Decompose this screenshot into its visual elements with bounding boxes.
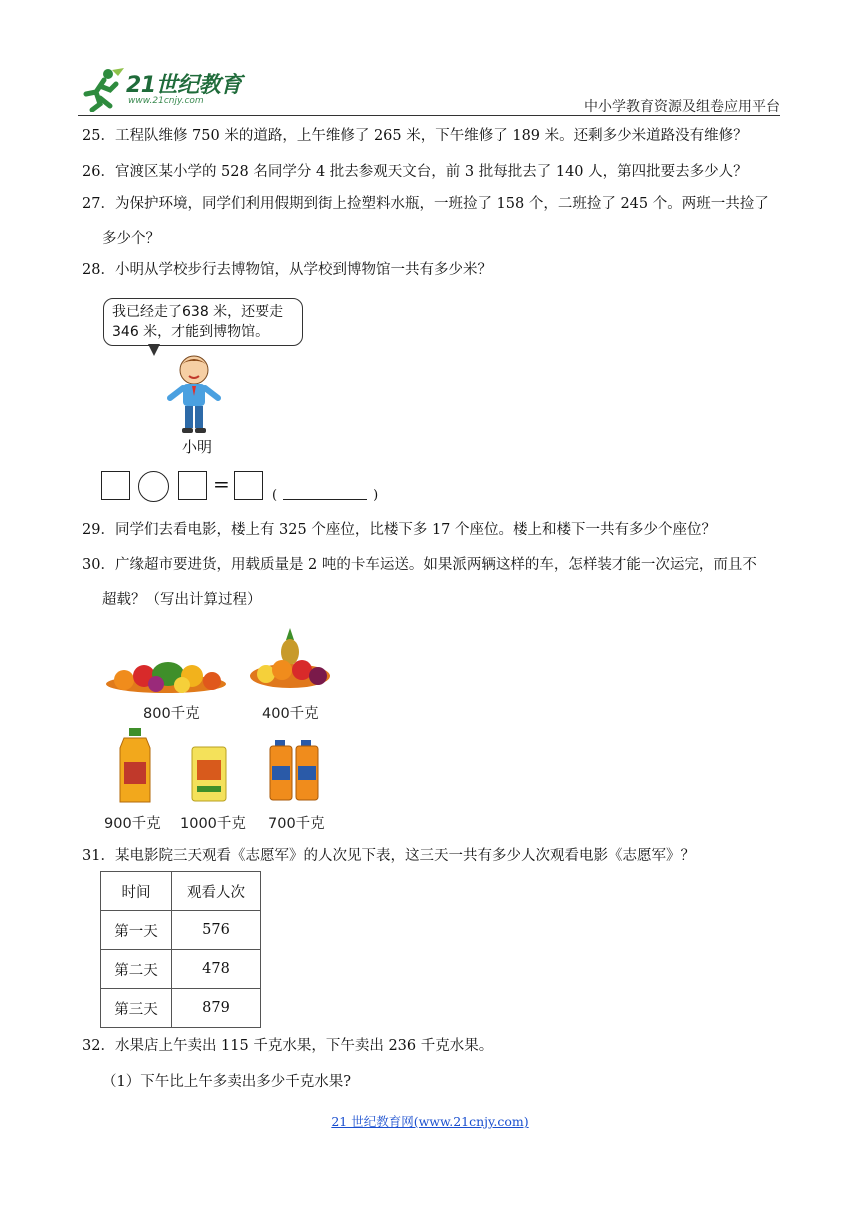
table-header-cell: 时间 bbox=[101, 872, 172, 911]
question-27-line1: 27．为保护环境，同学们利用假期到街上捡塑料水瓶，一班捡了 158 个，二班捡了 245 个。两班一共捡了 bbox=[82, 196, 769, 212]
question-30-line2: 超载？（写出计算过程） bbox=[102, 592, 262, 608]
bubble-tail bbox=[148, 344, 160, 356]
question-29: 29．同学们去看电影，楼上有 325 个座位，比楼下多 17 个座位。楼上和楼下一共有多少个座位？ bbox=[82, 522, 717, 538]
question-32-part1: （1）下午比上午多卖出多少千克水果? bbox=[102, 1074, 351, 1090]
question-26: 26．官渡区某小学的 528 名同学分 4 批去参观天文台，前 3 批每批去了 140 人，第四批要去多少人？ bbox=[82, 164, 748, 180]
question-25: 25．工程队维修 750 米的道路，上午维修了 265 米，下午维修了 189 米。还剩多少米道路没有维修？ bbox=[82, 128, 748, 144]
page-footer bbox=[0, 1112, 860, 1130]
paren-open: ( bbox=[272, 488, 278, 503]
fruit-pile-icon bbox=[104, 654, 228, 694]
question-28: 28．小明从学校步行去博物馆，从学校到博物馆一共有多少米？ bbox=[82, 262, 492, 278]
table-cell: 879 bbox=[172, 989, 261, 1028]
answer-box-3[interactable] bbox=[234, 471, 263, 500]
table-cell: 478 bbox=[172, 950, 261, 989]
table-row bbox=[101, 911, 261, 950]
table-header-row bbox=[101, 872, 261, 911]
footer-link[interactable]: 21 世纪教育网(www.21cnjy.com) bbox=[331, 1114, 529, 1129]
unit-answer-line[interactable] bbox=[283, 499, 367, 500]
logo-url: www.21cnjy.com bbox=[128, 96, 204, 106]
equals-sign: = bbox=[213, 472, 230, 496]
boy-icon bbox=[164, 352, 224, 436]
operator-circle[interactable] bbox=[138, 471, 169, 502]
runner-logo-icon bbox=[78, 66, 128, 112]
product-label-2: 400千克 bbox=[262, 706, 319, 722]
product-label-3: 900千克 bbox=[104, 816, 161, 832]
product-label-4: 1000千克 bbox=[180, 816, 246, 832]
unit-blank bbox=[272, 488, 378, 503]
question-30-line1: 30．广缘超市要进货，用载质量是 2 吨的卡车运送。如果派两辆这样的车，怎样装才能一次运完，而且不 bbox=[82, 557, 757, 573]
product-label-1: 800千克 bbox=[143, 706, 200, 722]
juice-bottles-icon bbox=[268, 740, 322, 802]
question-31: 31．某电影院三天观看《志愿军》的人次见下表，这三天一共有多少人次观看电影《志愿军》？ bbox=[82, 848, 695, 864]
bubble-line-1: 我已经走了638 米，还要走 bbox=[112, 304, 284, 320]
table-cell: 第二天 bbox=[101, 950, 172, 989]
logo-text: 21世纪教育 bbox=[126, 73, 242, 98]
product-label-5: 700千克 bbox=[268, 816, 325, 832]
header-divider bbox=[78, 115, 780, 116]
bubble-line-2: 346 米，才能到博物馆。 bbox=[112, 324, 270, 340]
table-cell: 576 bbox=[172, 911, 261, 950]
platform-name: 中小学教育资源及组卷应用平台 bbox=[584, 99, 780, 115]
person-label: 小明 bbox=[182, 438, 213, 456]
table-cell: 第一天 bbox=[101, 911, 172, 950]
table-header-cell: 观看人次 bbox=[172, 872, 261, 911]
question-32: 32．水果店上午卖出 115 千克水果，下午卖出 236 千克水果。 bbox=[82, 1038, 494, 1054]
table-row bbox=[101, 950, 261, 989]
table-cell: 第三天 bbox=[101, 989, 172, 1028]
viewing-table bbox=[100, 871, 261, 1028]
fruit-basket-icon bbox=[248, 626, 332, 690]
oil-bottle-icon bbox=[118, 728, 152, 804]
question-27-line2: 多少个？ bbox=[102, 231, 160, 247]
logo bbox=[78, 66, 258, 112]
table-row bbox=[101, 989, 261, 1028]
speech-bubble bbox=[103, 298, 303, 346]
answer-box-1[interactable] bbox=[101, 471, 130, 500]
rice-bag-icon bbox=[191, 746, 227, 802]
page-header bbox=[78, 66, 780, 118]
paren-close: ) bbox=[373, 488, 379, 503]
answer-box-2[interactable] bbox=[178, 471, 207, 500]
